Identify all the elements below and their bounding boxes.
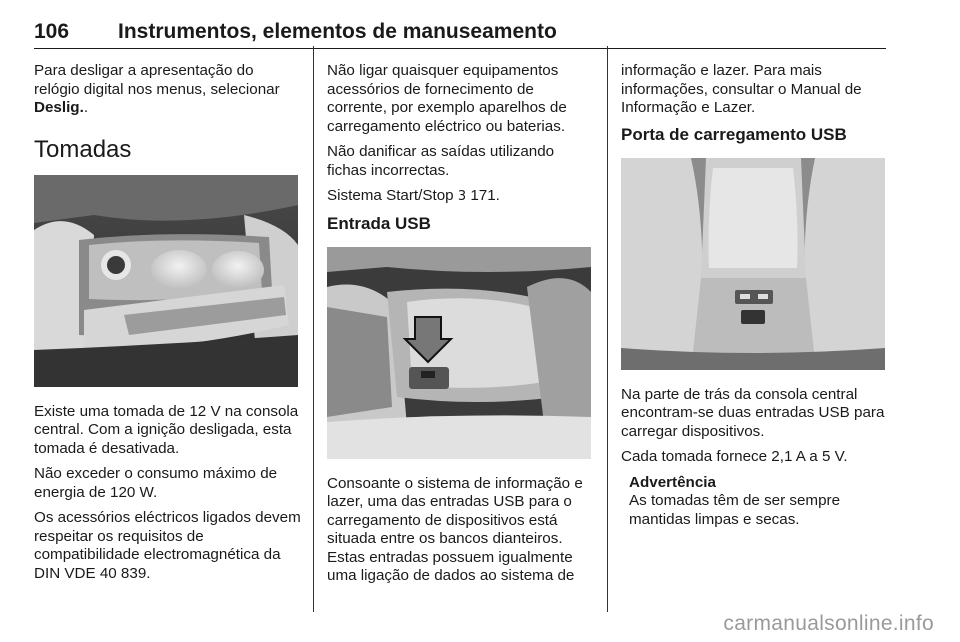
intro-paragraph (34, 62, 302, 118)
chapter-title: Instrumentos, elementos de manuseamento (118, 20, 557, 43)
section-title-entrada-usb: Entrada USB (327, 213, 431, 233)
column-3 (621, 62, 893, 536)
usb-port-icon (740, 294, 750, 299)
section-title-usb-charging: Porta de carregamento USB (621, 124, 847, 144)
intro-end: . (83, 99, 89, 116)
usb-port-icon (421, 371, 435, 378)
column-1 (34, 62, 302, 590)
page-header (34, 8, 886, 49)
infotainment-reference: informação e lazer. Para mais informações, consultar o Manual de Informação e Lazer. (621, 62, 862, 116)
start-stop-reference (327, 187, 597, 207)
intro-text: Para desligar a apresentação do relógio digital nos menus, selecionar (34, 62, 280, 98)
plug-damage-note: Não danificar as saídas utilizando fichas incorrectas. (327, 143, 555, 179)
page-reference-icon: 3 (457, 189, 467, 204)
column-divider (313, 46, 314, 612)
emc-requirements: Os acessórios eléctricos ligados devem respeitar os requisitos de compatibilidade electromagnética da DIN VDE 40 839. (34, 509, 301, 582)
usb-location-description: Consoante o sistema de informação e lazer, uma das entradas USB para o carregamento de dispositivos está situada entre os bancos dianteiros. Estas entradas possuem igualmente uma ligação de dados ao sistema de (327, 474, 583, 584)
rear-usb-description: Na parte de trás da consola central encontram-se duas entradas USB para carregar dispositivos. (621, 385, 885, 440)
usb-charging-port-figure (621, 158, 885, 370)
warning-box (629, 474, 893, 530)
max-power-note: Não exceder o consumo máximo de energia de 120 W. (34, 465, 278, 501)
outlet-description: Existe uma tomada de 12 V na consola central. Com a ignição desligada, esta tomada é desativada. (34, 402, 299, 457)
usb-port-icon (758, 294, 768, 299)
column-divider (607, 46, 608, 612)
menu-option-deslig: Deslig. (34, 99, 84, 116)
column-2 (327, 62, 597, 593)
warning-text: As tomadas têm de ser sempre mantidas limpas e secas. (629, 492, 841, 528)
power-outlet-figure (34, 175, 298, 387)
power-outlet-icon (107, 256, 125, 274)
no-charging-devices-note: Não ligar quaisquer equipamentos acessórios de fornecimento de corrente, por exemplo aparelhos de carregamento eléctrico ou baterias. (327, 62, 567, 135)
start-stop-text: Sistema Start/Stop (327, 187, 458, 204)
port-output-spec: Cada tomada fornece 2,1 A a 5 V. (621, 448, 848, 465)
watermark: carmanualsonline.info (723, 612, 934, 635)
section-title-tomadas: Tomadas (34, 135, 132, 163)
page-number: 106 (34, 20, 70, 43)
page-reference-number: 171. (466, 187, 500, 204)
warning-title: Advertência (629, 473, 716, 491)
usb-input-figure (327, 247, 591, 459)
